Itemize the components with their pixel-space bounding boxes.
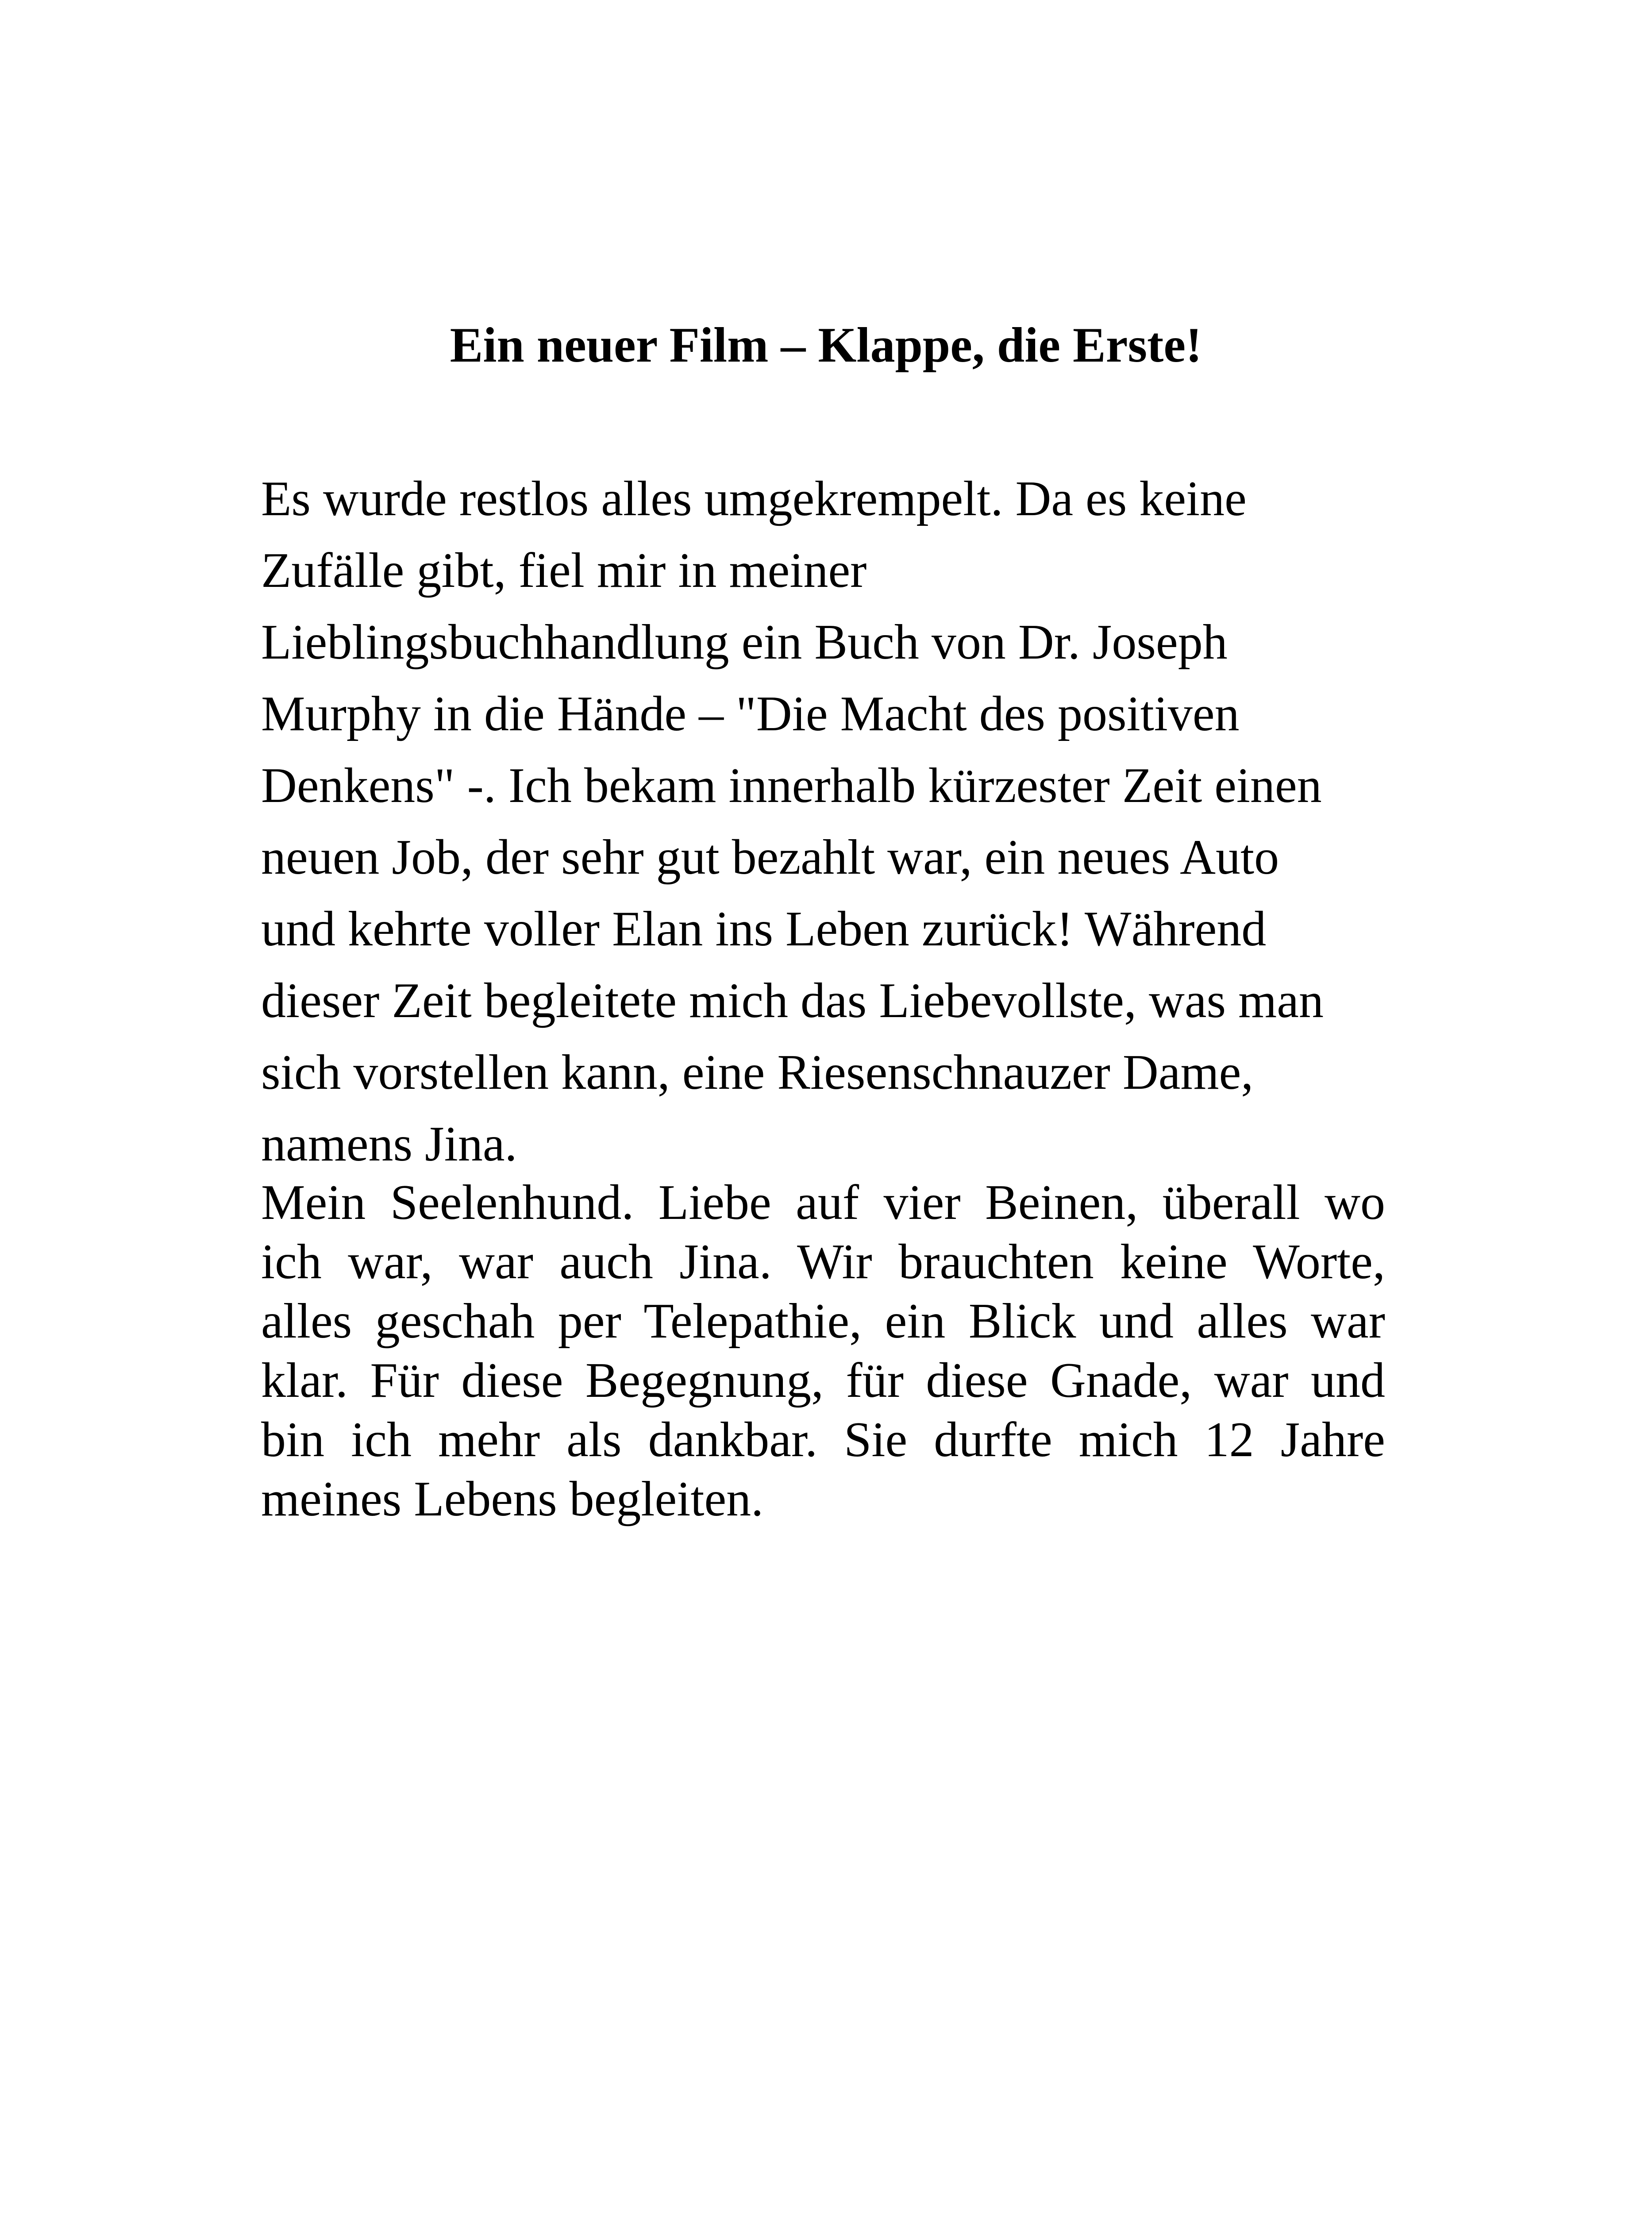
paragraph-1-line: namens Jina. (261, 1117, 517, 1172)
paragraph-1-line: dieser Zeit begleitete mich das Liebevollste, was man (261, 973, 1324, 1028)
paragraph-1-line: Murphy in die Hände – "Die Macht des positiven (261, 686, 1240, 741)
paragraph-2-line: klar. Für diese Begegnung, für diese Gnade, war und (261, 1353, 1385, 1408)
paragraph-1-line: neuen Job, der sehr gut bezahlt war, ein neues Auto (261, 830, 1279, 885)
paragraph-2-line: ich war, war auch Jina. Wir brauchten keine Worte, (261, 1234, 1385, 1289)
paragraph-2-line: Mein Seelenhund. Liebe auf vier Beinen, überall wo (261, 1175, 1385, 1230)
paragraph-1-line: Lieblingsbuchhandlung ein Buch von Dr. Joseph (261, 615, 1228, 670)
paragraph-1-line: Denkens" -. Ich bekam innerhalb kürzester Zeit einen (261, 758, 1322, 813)
chapter-title: Ein neuer Film – Klappe, die Erste! (450, 318, 1202, 373)
paragraph-2-line: bin ich mehr als dankbar. Sie durfte mich 12 Jahre (261, 1412, 1385, 1467)
paragraph-2-line: meines Lebens begleiten. (261, 1472, 764, 1527)
paragraph-1-line: Es wurde restlos alles umgekrempelt. Da es keine (261, 471, 1247, 526)
paragraph-2-line: alles geschah per Telepathie, ein Blick und alles war (261, 1294, 1385, 1349)
paragraph-1-line: Zufälle gibt, fiel mir in meiner (261, 543, 867, 598)
paragraph-1 (261, 463, 1394, 1180)
paragraph-1-line: und kehrte voller Elan ins Leben zurück! Während (261, 902, 1267, 956)
paragraph-1-line: sich vorstellen kann, eine Riesenschnauzer Dame, (261, 1045, 1254, 1100)
paragraph-2 (261, 1173, 1385, 1529)
